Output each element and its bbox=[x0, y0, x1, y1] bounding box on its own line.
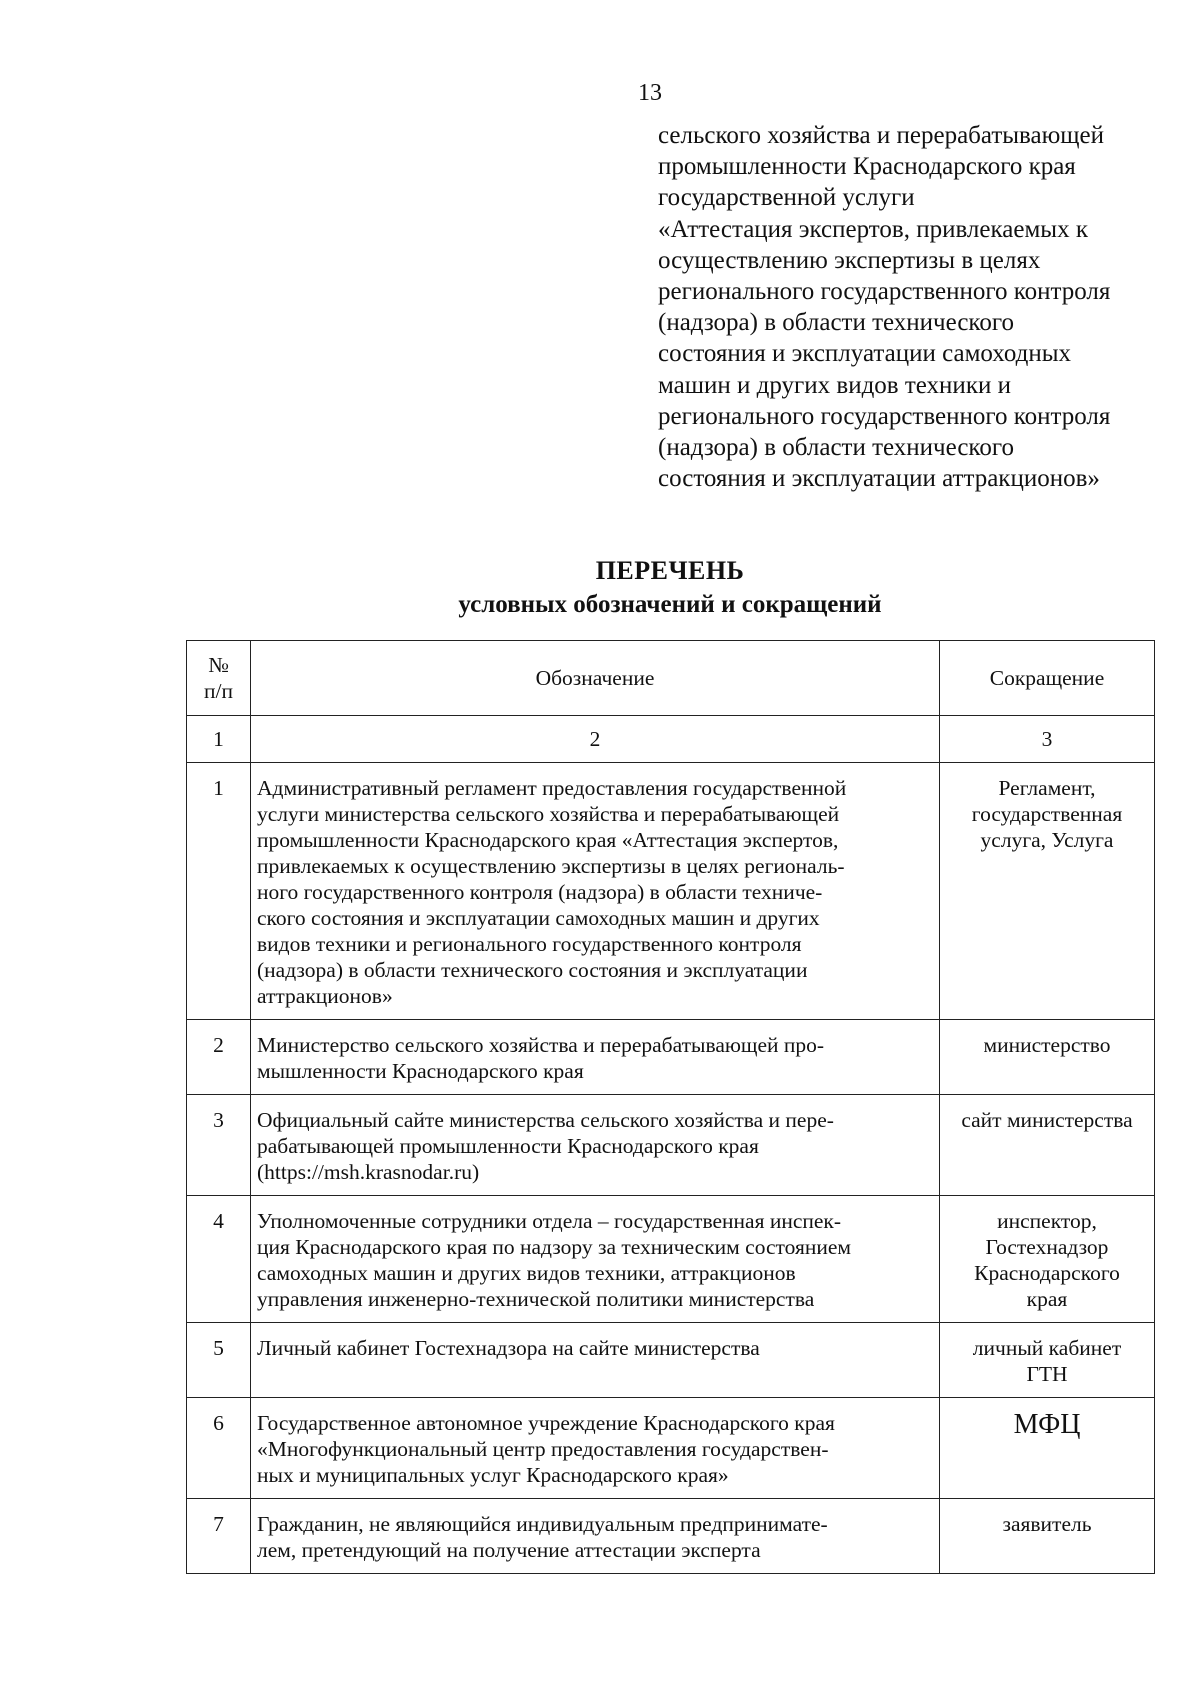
designation-line: ция Краснодарского края по надзору за техническим состоянием bbox=[257, 1235, 852, 1259]
table-row bbox=[187, 1323, 1155, 1398]
header-line: осуществлению экспертизы в целях bbox=[658, 246, 1041, 274]
designation-line: ского состояния и эксплуатации самоходных машин и других bbox=[257, 906, 820, 930]
header-line: (надзора) в области технического bbox=[658, 309, 1014, 337]
table-row bbox=[187, 763, 1155, 1020]
abbreviations-table bbox=[186, 640, 1155, 1574]
row-number: 1 bbox=[187, 763, 251, 1020]
row-abbreviation bbox=[940, 1196, 1155, 1323]
header-number-symbol: № bbox=[208, 653, 229, 677]
header-number bbox=[187, 641, 251, 716]
header-line: регионального государственного контроля bbox=[658, 278, 1111, 306]
designation-line: Уполномоченные сотрудники отдела – государственная инспек- bbox=[257, 1209, 842, 1233]
document-title: ПЕРЕЧЕНЬ bbox=[595, 556, 745, 585]
row-designation bbox=[251, 1398, 940, 1499]
abbreviation-line: ГТН bbox=[1026, 1362, 1068, 1386]
row-number: 3 bbox=[187, 1095, 251, 1196]
designation-line: видов техники и регионального государственного контроля bbox=[257, 932, 802, 956]
row-designation bbox=[251, 1323, 940, 1398]
header-designation: Обозначение bbox=[251, 641, 940, 716]
header-line: состояния и эксплуатации самоходных bbox=[658, 340, 1072, 368]
document-subtitle: условных обозначений и сокращений bbox=[458, 591, 882, 618]
column-index-row bbox=[187, 716, 1155, 763]
row-number: 7 bbox=[187, 1499, 251, 1574]
designation-line: мышленности Краснодарского края bbox=[257, 1059, 584, 1083]
designation-line: Министерство сельского хозяйства и перерабатывающей про- bbox=[257, 1033, 825, 1057]
designation-line: Гражданин, не являющийся индивидуальным предпринимате- bbox=[257, 1512, 828, 1536]
designation-line: «Многофункциональный центр предоставления государствен- bbox=[257, 1437, 829, 1461]
abbreviation-line: услуга, Услуга bbox=[980, 828, 1114, 852]
table-row bbox=[187, 1196, 1155, 1323]
table-header-row bbox=[187, 641, 1155, 716]
designation-line: (https://msh.krasnodar.ru) bbox=[257, 1160, 480, 1184]
table-row bbox=[187, 1398, 1155, 1499]
designation-line: рабатывающей промышленности Краснодарского края bbox=[257, 1134, 759, 1158]
abbreviation-line: министерство bbox=[983, 1033, 1111, 1057]
designation-line: Личный кабинет Гостехнадзора на сайте министерства bbox=[257, 1336, 760, 1360]
designation-line: самоходных машин и других видов техники, аттракционов bbox=[257, 1261, 796, 1285]
abbreviation-line: Краснодарского bbox=[974, 1261, 1120, 1285]
row-abbreviation bbox=[940, 1499, 1155, 1574]
row-number: 6 bbox=[187, 1398, 251, 1499]
designation-line: ного государственного контроля (надзора) в области техниче- bbox=[257, 880, 823, 904]
designation-line: ных и муниципальных услуг Краснодарского края» bbox=[257, 1463, 729, 1487]
row-number: 4 bbox=[187, 1196, 251, 1323]
row-abbreviation bbox=[940, 1398, 1155, 1499]
page-number: 13 bbox=[638, 80, 662, 106]
abbreviation-line: государственная bbox=[971, 802, 1123, 826]
designation-line: (надзора) в области технического состояния и эксплуатации bbox=[257, 958, 808, 982]
header-line: промышленности Краснодарского края bbox=[658, 153, 1076, 181]
row-designation bbox=[251, 1095, 940, 1196]
table-row bbox=[187, 1095, 1155, 1196]
abbreviation-line: сайт министерства bbox=[961, 1108, 1133, 1132]
column-index: 1 bbox=[187, 716, 251, 763]
approval-header bbox=[658, 120, 1178, 494]
column-index: 3 bbox=[940, 716, 1155, 763]
row-abbreviation bbox=[940, 1323, 1155, 1398]
row-designation bbox=[251, 1196, 940, 1323]
designation-line: управления инженерно-технической политики министерства bbox=[257, 1287, 815, 1311]
abbreviation-line: личный кабинет bbox=[972, 1336, 1122, 1360]
header-abbreviation: Сокращение bbox=[940, 641, 1155, 716]
designation-line: Административный регламент предоставления государственной bbox=[257, 776, 847, 800]
abbreviation-line: инспектор, bbox=[997, 1209, 1097, 1233]
designation-line: аттракционов» bbox=[257, 984, 393, 1008]
abbreviation-line: МФЦ bbox=[1013, 1409, 1081, 1440]
designation-line: услуги министерства сельского хозяйства и перерабатывающей bbox=[257, 802, 840, 826]
header-line: государственной услуги bbox=[658, 184, 915, 212]
row-designation bbox=[251, 1020, 940, 1095]
designation-line: Официальный сайте министерства сельского хозяйства и пере- bbox=[257, 1108, 834, 1132]
abbreviation-line: заявитель bbox=[1002, 1512, 1092, 1536]
row-abbreviation bbox=[940, 763, 1155, 1020]
row-abbreviation bbox=[940, 1020, 1155, 1095]
designation-line: привлекаемых к осуществлению экспертизы в целях региональ- bbox=[257, 854, 845, 878]
designation-line: лем, претендующий на получение аттестации эксперта bbox=[257, 1538, 761, 1562]
header-number-abbr: п/п bbox=[204, 679, 233, 703]
header-line: машин и других видов техники и bbox=[658, 371, 1011, 399]
header-line: (надзора) в области технического bbox=[658, 434, 1014, 462]
designation-line: промышленности Краснодарского края «Аттестация экспертов, bbox=[257, 828, 839, 852]
header-line: регионального государственного контроля bbox=[658, 402, 1111, 430]
row-abbreviation bbox=[940, 1095, 1155, 1196]
abbreviation-line: Регламент, bbox=[998, 776, 1096, 800]
abbreviation-line: края bbox=[1026, 1287, 1068, 1311]
header-line: «Аттестация экспертов, привлекаемых к bbox=[658, 215, 1088, 243]
row-designation bbox=[251, 1499, 940, 1574]
designation-line: Государственное автономное учреждение Краснодарского края bbox=[257, 1411, 835, 1435]
row-number: 2 bbox=[187, 1020, 251, 1095]
table-row bbox=[187, 1020, 1155, 1095]
column-index: 2 bbox=[251, 716, 940, 763]
header-line: состояния и эксплуатации аттракционов» bbox=[658, 465, 1100, 493]
row-number: 5 bbox=[187, 1323, 251, 1398]
abbreviation-line: Гостехнадзор bbox=[985, 1235, 1109, 1259]
row-designation bbox=[251, 763, 940, 1020]
header-line: сельского хозяйства и перерабатывающей bbox=[658, 122, 1105, 149]
table-row bbox=[187, 1499, 1155, 1574]
